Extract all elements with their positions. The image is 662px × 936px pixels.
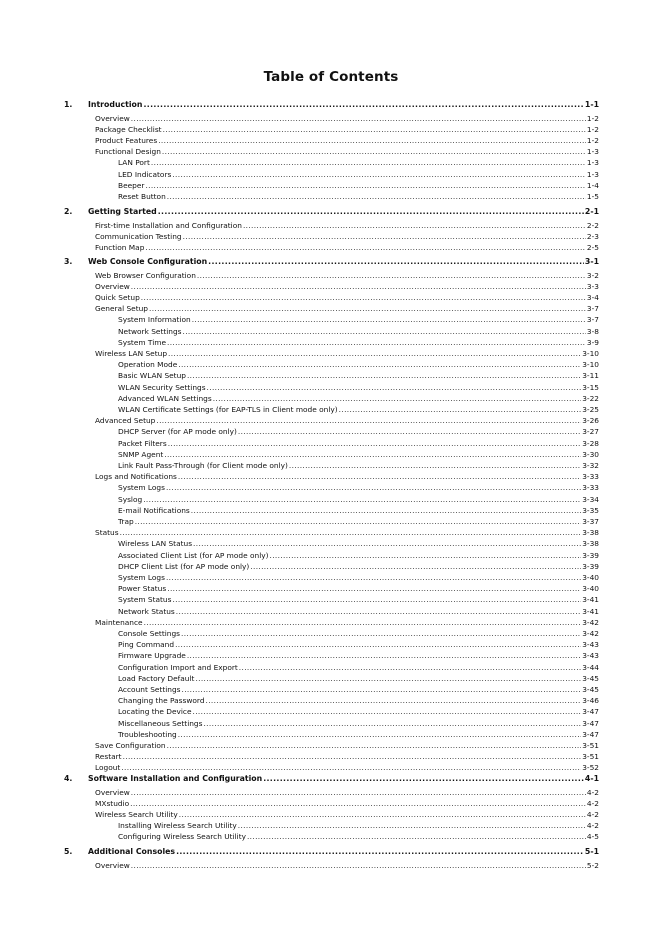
toc-entry-page: 3-7: [586, 315, 599, 325]
dot-leader: [145, 180, 585, 191]
dot-leader: [166, 572, 581, 583]
toc-entry-title: Ping Command: [118, 640, 175, 650]
toc-entry-page: 3-10: [582, 348, 599, 358]
dot-leader: [158, 135, 586, 146]
toc-entry-page: 1-3: [586, 158, 599, 168]
toc-entry-page: 3-38: [582, 528, 599, 538]
dot-leader: [339, 404, 582, 415]
section-row[interactable]: [95, 113, 599, 124]
section-row[interactable]: [95, 231, 599, 242]
subsection-row[interactable]: [118, 583, 599, 594]
toc-entry-page: 1-3: [586, 147, 599, 157]
dot-leader: [167, 191, 586, 202]
toc-entry-page: 3-43: [582, 651, 599, 661]
toc-entry-page: 3-4: [586, 292, 599, 302]
toc-entry-title: SNMP Agent: [118, 449, 164, 459]
subsection-row[interactable]: [118, 538, 599, 549]
dot-leader: [123, 751, 582, 762]
dot-leader: [187, 650, 581, 661]
subsection-row[interactable]: [118, 169, 599, 180]
toc-entry-page: 3-2: [586, 270, 599, 280]
toc-entry-page: 4-1: [584, 774, 599, 783]
toc-entry-page: 3-45: [582, 673, 599, 683]
toc-entry-title: Network Status: [118, 606, 175, 616]
toc-entry-page: 4-2: [586, 798, 599, 808]
dot-leader: [144, 617, 582, 628]
toc-title: Table of Contents: [263, 69, 399, 85]
dot-leader: [183, 326, 586, 337]
section-row[interactable]: [95, 135, 599, 146]
toc-entry-page: 5-2: [586, 860, 599, 870]
toc-entry-page: 3-43: [582, 640, 599, 650]
dot-leader: [203, 718, 581, 729]
section-row[interactable]: [95, 146, 599, 157]
toc-entry-page: 4-2: [586, 821, 599, 831]
dot-leader: [131, 113, 586, 124]
toc-entry-title: Miscellaneous Settings: [118, 718, 203, 728]
toc-entry-page: 3-52: [582, 763, 599, 773]
toc-entry-title: Packet Filters: [118, 438, 167, 448]
toc-entry-title: Additional Consoles: [88, 847, 176, 856]
subsection-row[interactable]: [118, 516, 599, 527]
toc-entry-title: Communication Testing: [95, 231, 182, 241]
dot-leader: [143, 494, 581, 505]
toc-entry-page: 3-25: [582, 404, 599, 414]
dot-leader: [178, 359, 581, 370]
dot-leader: [238, 820, 586, 831]
dot-leader: [178, 471, 581, 482]
dot-leader: [164, 449, 581, 460]
toc-entry-page: 3-35: [582, 505, 599, 515]
dot-leader: [135, 516, 582, 527]
toc-entry-page: 3-39: [582, 561, 599, 571]
subsection-row[interactable]: [118, 673, 599, 684]
toc-entry-page: 2-3: [586, 231, 599, 241]
section-row[interactable]: [95, 751, 599, 762]
toc-entry-page: 3-38: [582, 539, 599, 549]
toc-entry-title: Overview: [95, 113, 130, 123]
toc-entry-page: 3-33: [582, 483, 599, 493]
toc-entry-page: 3-40: [582, 584, 599, 594]
toc-entry-title: WLAN Security Settings: [118, 382, 206, 392]
toc-entry-title: Syslog: [118, 494, 143, 504]
toc-entry-title: Web Browser Configuration: [95, 270, 196, 280]
toc-entry-page: 1-2: [586, 124, 599, 134]
dot-leader: [239, 662, 581, 673]
dot-leader: [182, 684, 582, 695]
toc-entry-page: 3-41: [582, 595, 599, 605]
toc-entry-title: Configuration Import and Export: [118, 662, 238, 672]
dot-leader: [207, 382, 582, 393]
subsection-row[interactable]: [118, 650, 599, 661]
dot-leader: [178, 729, 582, 740]
dot-leader: [191, 505, 581, 516]
dot-leader: [243, 220, 586, 231]
dot-leader: [289, 460, 581, 471]
dot-leader: [166, 482, 581, 493]
subsection-row[interactable]: [118, 382, 599, 393]
dot-leader: [206, 695, 582, 706]
toc-entry-page: 3-32: [582, 460, 599, 470]
toc-entry-page: 2-2: [586, 220, 599, 230]
subsection-row[interactable]: [118, 404, 599, 415]
toc-entry-page: 3-42: [582, 617, 599, 627]
toc-entry-title: Locating the Device: [118, 707, 192, 717]
subsection-row[interactable]: [118, 550, 599, 561]
toc-entry-page: 4-2: [586, 787, 599, 797]
dot-leader: [176, 606, 581, 617]
dot-leader: [197, 270, 586, 281]
toc-entry-title: LED Indicators: [118, 169, 172, 179]
section-row[interactable]: [95, 787, 599, 798]
toc-entry-title: Web Console Configuration: [88, 257, 208, 266]
dot-leader: [175, 639, 581, 650]
toc-entry-page: 2-1: [584, 207, 599, 216]
toc-entry-title: Logout: [95, 763, 121, 773]
toc-entry-title: Product Features: [95, 135, 158, 145]
toc-entry-page: 1-2: [586, 135, 599, 145]
toc-entry-page: 3-40: [582, 572, 599, 582]
chapter-row[interactable]: [88, 773, 599, 784]
dot-leader: [143, 99, 583, 110]
toc-entry-title: MXstudio: [95, 798, 130, 808]
toc-entry-page: 3-47: [582, 707, 599, 717]
dot-leader: [145, 242, 586, 253]
chapter-number: 3.: [64, 257, 73, 266]
dot-leader: [238, 426, 581, 437]
section-row[interactable]: [95, 809, 599, 820]
toc-entry-title: Function Map: [95, 242, 145, 252]
dot-leader: [270, 550, 582, 561]
toc-entry-page: 3-46: [582, 696, 599, 706]
toc-entry-title: System Time: [118, 337, 166, 347]
toc-entry-page: 3-41: [582, 606, 599, 616]
subsection-row[interactable]: [118, 684, 599, 695]
subsection-row[interactable]: [118, 820, 599, 831]
toc-entry-title: Reset Button: [118, 191, 166, 201]
toc-entry-title: Installing Wireless Search Utility: [118, 821, 237, 831]
dot-leader: [130, 798, 586, 809]
toc-entry-title: Status: [95, 528, 119, 538]
section-row[interactable]: [95, 415, 599, 426]
toc-entry-title: General Setup: [95, 304, 148, 314]
dot-leader: [179, 809, 586, 820]
dot-leader: [263, 773, 584, 784]
section-row[interactable]: [95, 471, 599, 482]
dot-leader: [193, 538, 581, 549]
toc-entry-page: 2-5: [586, 242, 599, 252]
dot-leader: [162, 146, 586, 157]
toc-entry-title: LAN Port: [118, 158, 150, 168]
toc-entry-title: Operation Mode: [118, 360, 178, 370]
dot-leader: [193, 706, 582, 717]
subsection-row[interactable]: [118, 594, 599, 605]
toc-entry-page: 1-2: [586, 113, 599, 123]
toc-entry-title: Power Status: [118, 584, 167, 594]
dot-leader: [176, 846, 584, 857]
subsection-row[interactable]: [118, 191, 599, 202]
subsection-row[interactable]: [118, 572, 599, 583]
toc-entry-page: 5-1: [584, 847, 599, 856]
toc-entry-page: 3-42: [582, 628, 599, 638]
toc-entry-page: 3-30: [582, 449, 599, 459]
section-row[interactable]: [95, 124, 599, 135]
dot-leader: [187, 370, 581, 381]
dot-leader: [172, 594, 581, 605]
section-row[interactable]: [95, 527, 599, 538]
subsection-row[interactable]: [118, 359, 599, 370]
dot-leader: [168, 348, 581, 359]
toc-entry-page: 4-2: [586, 809, 599, 819]
toc-entry-page: 3-27: [582, 427, 599, 437]
toc-entry-page: 3-51: [582, 740, 599, 750]
toc-entry-title: Advanced Setup: [95, 416, 156, 426]
toc-entry-title: Package Checklist: [95, 124, 162, 134]
toc-entry-page: 3-37: [582, 516, 599, 526]
toc-entry-title: Overview: [95, 787, 130, 797]
dot-leader: [195, 673, 581, 684]
toc-entry-title: Maintenance: [95, 617, 143, 627]
toc-entry-page: 1-1: [584, 100, 599, 109]
section-row[interactable]: [95, 281, 599, 292]
toc-entry-page: 3-11: [582, 371, 599, 381]
section-row[interactable]: [95, 292, 599, 303]
toc-entry-title: Wireless LAN Setup: [95, 348, 168, 358]
dot-leader: [172, 169, 586, 180]
subsection-row[interactable]: [118, 460, 599, 471]
toc-entry-title: Wireless LAN Status: [118, 539, 193, 549]
toc-entry-title: Functional Design: [95, 147, 161, 157]
section-row[interactable]: [95, 762, 599, 773]
chapter-number: 1.: [64, 100, 73, 109]
toc-entry-page: 4-5: [586, 832, 599, 842]
toc-entry-title: Configuring Wireless Search Utility: [118, 832, 246, 842]
toc-entry-title: WLAN Certificate Settings (for EAP-TLS in Client mode only): [118, 404, 338, 414]
toc-entry-title: Beeper: [118, 180, 145, 190]
subsection-row[interactable]: [118, 628, 599, 639]
dot-leader: [168, 438, 582, 449]
section-row[interactable]: [95, 798, 599, 809]
chapter-number: 5.: [64, 847, 73, 856]
dot-leader: [121, 762, 581, 773]
subsection-row[interactable]: [118, 561, 599, 572]
toc-entry-title: Getting Started: [88, 207, 157, 216]
toc-entry-page: 3-51: [582, 752, 599, 762]
toc-entry-title: E-mail Notifications: [118, 505, 190, 515]
toc-entry-page: 3-8: [586, 326, 599, 336]
subsection-row[interactable]: [118, 606, 599, 617]
toc-entry-title: Load Factory Default: [118, 673, 195, 683]
toc-entry-title: Console Settings: [118, 628, 181, 638]
section-row[interactable]: [95, 270, 599, 281]
toc-entry-title: Network Settings: [118, 326, 182, 336]
toc-entry-title: Overview: [95, 860, 130, 870]
toc-entry-page: 3-10: [582, 360, 599, 370]
toc-entry-title: First-time Installation and Configuration: [95, 220, 242, 230]
dot-leader: [167, 337, 586, 348]
toc-entry-page: 3-34: [582, 494, 599, 504]
toc-entry-title: Account Settings: [118, 684, 181, 694]
section-row[interactable]: [95, 348, 599, 359]
section-row[interactable]: [95, 220, 599, 231]
toc-entry-title: Logs and Notifications: [95, 472, 177, 482]
section-row[interactable]: [95, 860, 599, 871]
subsection-row[interactable]: [118, 662, 599, 673]
toc-entry-title: Quick Setup: [95, 292, 140, 302]
subsection-row[interactable]: [118, 639, 599, 650]
subsection-row[interactable]: [118, 718, 599, 729]
subsection-row[interactable]: [118, 449, 599, 460]
toc-entry-title: Introduction: [88, 100, 143, 109]
toc-entry-title: Changing the Password: [118, 696, 205, 706]
toc-entry-title: Trap: [118, 516, 134, 526]
chapter-number: 4.: [64, 774, 73, 783]
subsection-row[interactable]: [118, 482, 599, 493]
subsection-row[interactable]: [118, 706, 599, 717]
dot-leader: [208, 256, 584, 267]
subsection-row[interactable]: [118, 695, 599, 706]
dot-leader: [131, 860, 586, 871]
toc-entry-page: 3-39: [582, 550, 599, 560]
dot-leader: [131, 787, 586, 798]
dot-leader: [250, 561, 581, 572]
toc-entry-page: 3-3: [586, 281, 599, 291]
toc-entry-title: Firmware Upgrade: [118, 651, 186, 661]
toc-entry-page: 1-5: [586, 191, 599, 201]
subsection-row[interactable]: [118, 831, 599, 842]
subsection-row[interactable]: [118, 426, 599, 437]
toc-entry-page: 3-33: [582, 472, 599, 482]
dot-leader: [183, 231, 586, 242]
chapter-row[interactable]: [88, 846, 599, 857]
toc-entry-title: Associated Client List (for AP mode only): [118, 550, 269, 560]
toc-entry-page: 3-15: [582, 382, 599, 392]
subsection-row[interactable]: [118, 370, 599, 381]
toc-entry-page: 3-1: [584, 257, 599, 266]
subsection-row[interactable]: [118, 314, 599, 325]
toc-entry-page: 3-22: [582, 393, 599, 403]
dot-leader: [247, 831, 586, 842]
toc-entry-page: 3-44: [582, 662, 599, 672]
section-row[interactable]: [95, 242, 599, 253]
chapter-row[interactable]: [88, 206, 599, 217]
subsection-row[interactable]: [118, 505, 599, 516]
section-row[interactable]: [95, 303, 599, 314]
subsection-row[interactable]: [118, 438, 599, 449]
chapter-row[interactable]: [88, 99, 599, 110]
toc-entry-title: System Logs: [118, 572, 165, 582]
toc-entry-title: Overview: [95, 281, 130, 291]
subsection-row[interactable]: [118, 494, 599, 505]
dot-leader: [120, 527, 582, 538]
dot-leader: [167, 583, 581, 594]
toc-entry-page: 3-26: [582, 416, 599, 426]
toc-entry-title: Restart: [95, 752, 122, 762]
subsection-row[interactable]: [118, 337, 599, 348]
subsection-row[interactable]: [118, 157, 599, 168]
subsection-row[interactable]: [118, 180, 599, 191]
toc-entry-title: System Information: [118, 315, 191, 325]
dot-leader: [151, 157, 586, 168]
dot-leader: [163, 124, 586, 135]
chapter-row[interactable]: [88, 256, 599, 267]
dot-leader: [131, 281, 586, 292]
chapter-number: 2.: [64, 207, 73, 216]
toc-entry-page: 3-9: [586, 337, 599, 347]
dot-leader: [192, 314, 586, 325]
section-row[interactable]: [95, 617, 599, 628]
toc-entry-page: 3-7: [586, 304, 599, 314]
toc-entry-title: Save Configuration: [95, 740, 166, 750]
toc-entry-page: 3-28: [582, 438, 599, 448]
toc-entry-title: Wireless Search Utility: [95, 809, 178, 819]
dot-leader: [149, 303, 586, 314]
subsection-row[interactable]: [118, 393, 599, 404]
toc-entry-title: DHCP Server (for AP mode only): [118, 427, 237, 437]
dot-leader: [181, 628, 581, 639]
toc-entry-page: 3-47: [582, 729, 599, 739]
toc-entry-title: Software Installation and Configuration: [88, 774, 263, 783]
toc-entry-page: 1-4: [586, 180, 599, 190]
toc-entry-title: System Status: [118, 595, 172, 605]
dot-leader: [141, 292, 586, 303]
dot-leader: [213, 393, 582, 404]
toc-entry-page: 3-45: [582, 684, 599, 694]
toc-entry-title: Troubleshooting: [118, 729, 177, 739]
dot-leader: [156, 415, 581, 426]
section-row[interactable]: [95, 740, 599, 751]
dot-leader: [167, 740, 582, 751]
toc-entry-page: 3-47: [582, 718, 599, 728]
toc-entry-title: Link Fault Pass-Through (for Client mode only): [118, 460, 288, 470]
subsection-row[interactable]: [118, 729, 599, 740]
toc-entry-title: DHCP Client List (for AP mode only): [118, 561, 250, 571]
toc-entry-title: System Logs: [118, 483, 165, 493]
dot-leader: [158, 206, 584, 217]
toc-entry-title: Advanced WLAN Settings: [118, 393, 212, 403]
toc-entry-page: 1-3: [586, 169, 599, 179]
subsection-row[interactable]: [118, 326, 599, 337]
toc-entry-title: Basic WLAN Setup: [118, 371, 186, 381]
